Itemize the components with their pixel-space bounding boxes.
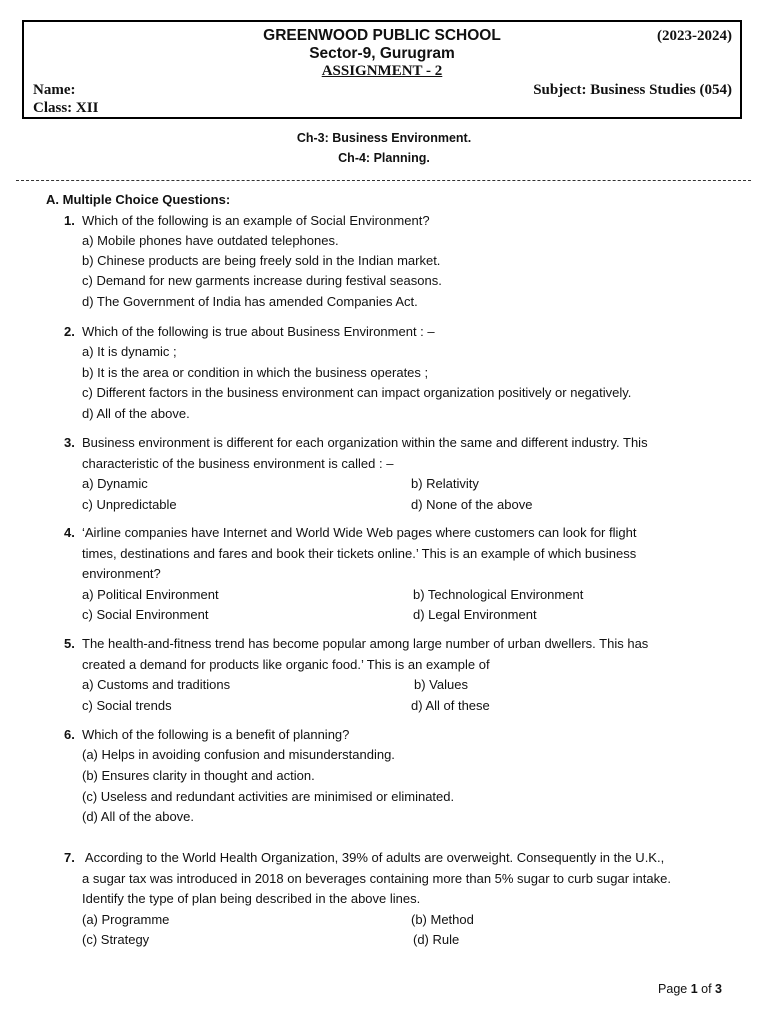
question-text: ‘Airline companies have Internet and World Wide Web pages where customers can look for flight <box>82 525 637 540</box>
option: a) Mobile phones have outdated telephones. <box>82 233 339 248</box>
page-total: 3 <box>715 982 722 996</box>
question-text: Business environment is different for each organization within the same and different industry. This <box>82 435 648 450</box>
option: (a) Helps in avoiding confusion and misunderstanding. <box>82 747 395 762</box>
name-label: Name: <box>33 82 76 98</box>
question-text: times, destinations and fares and book their tickets online.’ This is an example of which business <box>82 546 637 561</box>
question-number: 3. <box>64 435 75 450</box>
question-text: environment? <box>82 566 161 581</box>
chapter-heading: Ch-3: Business Environment. <box>296 131 472 145</box>
question-text: Identify the type of plan being described in the above lines. <box>82 891 421 906</box>
question-text: Which of the following is true about Business Environment : – <box>82 324 435 339</box>
option: d) All of these <box>411 698 490 713</box>
option: c) Different factors in the business environment can impact organization positively or negatively. <box>82 385 632 400</box>
option: (b) Method <box>411 912 474 927</box>
option: (a) Programme <box>82 912 170 927</box>
option: d) All of the above. <box>82 406 190 421</box>
option: c) Social Environment <box>82 607 209 622</box>
session-year: (2023-2024) <box>657 28 732 44</box>
chapter-heading: Ch-4: Planning. <box>338 151 430 165</box>
section-title: A. Multiple Choice Questions: <box>46 192 231 207</box>
page-number <box>658 982 722 996</box>
question-number: 5. <box>64 636 75 651</box>
option: b) Values <box>414 677 468 692</box>
class-label: Class: XII <box>33 100 99 116</box>
option: c) Social trends <box>82 698 172 713</box>
option: d) Legal Environment <box>413 607 537 622</box>
option: c) Demand for new garments increase during festival seasons. <box>82 273 442 288</box>
option: (b) Ensures clarity in thought and action. <box>82 768 315 783</box>
question-text: characteristic of the business environment is called : – <box>82 456 394 471</box>
option: a) Political Environment <box>82 587 219 602</box>
option: b) It is the area or condition in which the business operates ; <box>82 365 429 380</box>
question-text: Which of the following is an example of Social Environment? <box>82 213 430 228</box>
page-current: 1 <box>690 982 698 996</box>
subject-label: Subject: Business Studies (054) <box>533 82 732 98</box>
option: d) The Government of India has amended Companies Act. <box>82 294 418 309</box>
question-number: 1. <box>64 213 75 228</box>
option: b) Technological Environment <box>413 587 584 602</box>
option: a) It is dynamic ; <box>82 344 177 359</box>
question-number: 7. <box>64 850 75 865</box>
option: c) Unpredictable <box>82 497 177 512</box>
school-name: GREENWOOD PUBLIC SCHOOL <box>263 27 501 44</box>
question-text: a sugar tax was introduced in 2018 on beverages containing more than 5% sugar to curb sugar intake. <box>82 871 671 886</box>
option: (c) Strategy <box>82 932 150 947</box>
option: b) Chinese products are being freely sold in the Indian market. <box>82 253 441 268</box>
question-text: According to the World Health Organization, 39% of adults are overweight. Consequently in the U.K., <box>82 850 665 865</box>
question-text: created a demand for products like organic food.’ This is an example of <box>82 657 490 672</box>
option: (d) Rule <box>413 932 460 947</box>
assignment-title-text: ASSIGNMENT - 2 <box>321 63 443 79</box>
option: d) None of the above <box>411 497 533 512</box>
option: b) Relativity <box>411 476 479 491</box>
question-text: The health-and-fitness trend has become popular among large number of urban dwellers. This has <box>82 636 649 651</box>
option: (c) Useless and redundant activities are minimised or eliminated. <box>82 789 455 804</box>
school-location: Sector-9, Gurugram <box>309 45 455 62</box>
page-prefix: Page <box>658 982 691 996</box>
option: (d) All of the above. <box>82 809 195 824</box>
question-number: 4. <box>64 525 75 540</box>
question-text: Which of the following is a benefit of planning? <box>82 727 350 742</box>
page-of: of <box>697 982 716 996</box>
option: a) Dynamic <box>82 476 148 491</box>
question-number: 6. <box>64 727 75 742</box>
question-number: 2. <box>64 324 75 339</box>
option: a) Customs and traditions <box>82 677 231 692</box>
